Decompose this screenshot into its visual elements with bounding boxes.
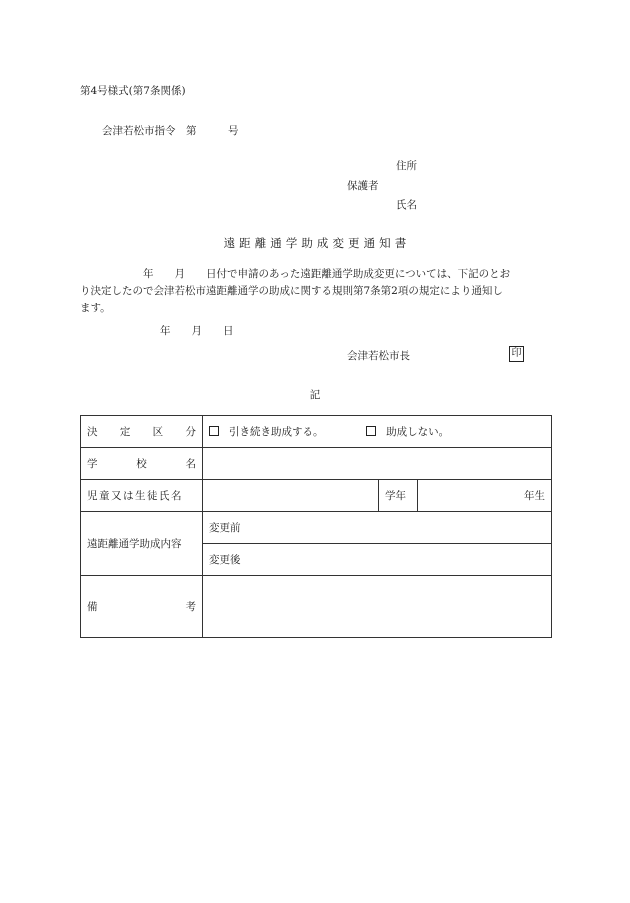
continue-option-label: 引き続き助成する。 <box>229 426 324 438</box>
ki-heading: 記 <box>309 389 321 401</box>
after-field[interactable]: 変更後 <box>203 544 552 576</box>
grade-field[interactable]: 年生 <box>418 480 552 512</box>
discontinue-option-label: 助成しない。 <box>386 426 450 438</box>
decision-label: 決 定 区 分 <box>81 416 203 448</box>
body-text <box>80 266 552 317</box>
table-row-remarks <box>81 576 552 638</box>
decision-table <box>80 415 552 638</box>
body-line-2: り決定したので会津若松市遠距離通学の助成に関する規則第7条第2項の規定により通知し <box>80 285 503 297</box>
school-field[interactable] <box>203 448 552 480</box>
seal-mark: 印 <box>509 346 524 362</box>
school-label: 学 校 名 <box>81 448 203 480</box>
table-row-student <box>81 480 552 512</box>
table-row-before <box>81 512 552 544</box>
remarks-label: 備 考 <box>81 576 203 638</box>
address-label: 住所 <box>396 160 417 172</box>
student-label: 児童又は生徒氏名 <box>81 480 203 512</box>
directive-number: 会津若松市指令 第 号 <box>102 125 239 137</box>
name-label: 氏名 <box>396 199 417 211</box>
remarks-field[interactable] <box>203 576 552 638</box>
form-number: 第4号様式(第7条関係) <box>80 85 186 97</box>
student-name-field[interactable] <box>203 480 379 512</box>
issue-date: 年 月 日 <box>160 325 234 337</box>
body-line-3: ます。 <box>80 302 111 314</box>
content-label: 遠距離通学助成内容 <box>81 512 203 576</box>
decision-options <box>203 416 552 448</box>
body-line-1: 年 月 日付で申請のあった遠距離通学助成変更については、下記のとお <box>80 268 511 280</box>
grade-label: 学年 <box>379 480 418 512</box>
table-row-school <box>81 448 552 480</box>
guardian-label: 保護者 <box>347 180 379 192</box>
document-title: 遠 距 離 通 学 助 成 変 更 通 知 書 <box>223 236 407 250</box>
continue-checkbox[interactable] <box>209 426 219 436</box>
table-row-decision <box>81 416 552 448</box>
before-field[interactable]: 変更前 <box>203 512 552 544</box>
discontinue-checkbox[interactable] <box>366 426 376 436</box>
mayor-title: 会津若松市長 <box>347 350 410 362</box>
